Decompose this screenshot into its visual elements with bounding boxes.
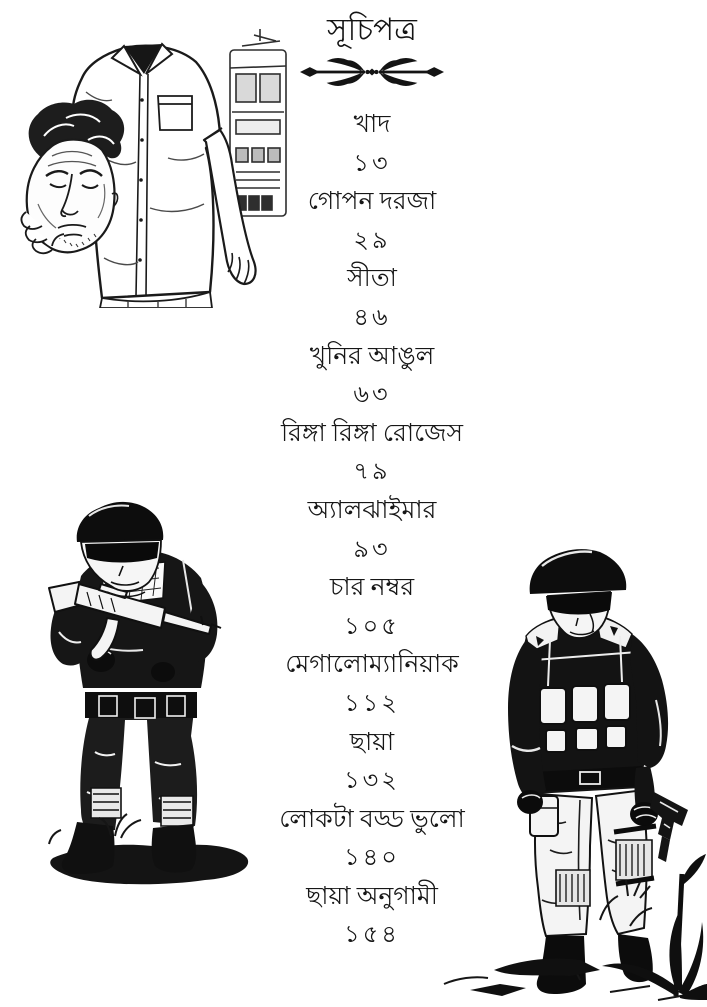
ornament-left xyxy=(300,58,370,86)
ornament-center-diamond xyxy=(368,69,376,76)
severed-head-man-svg xyxy=(8,8,308,308)
toc-entry xyxy=(140,338,604,415)
chapter-page-number: ৯৩ xyxy=(353,536,391,563)
train xyxy=(230,29,286,216)
chapter-page-number: ১৫৪ xyxy=(344,922,400,949)
chapter-title: রিঙ্গা রিঙ্গা রোজেস xyxy=(280,419,464,447)
page-title: সূচিপত্র xyxy=(327,12,417,47)
helmet xyxy=(530,549,627,594)
thigh-pad xyxy=(616,840,652,880)
ammo-pouch xyxy=(576,728,598,750)
chapter-page-number: ১৩ xyxy=(353,150,391,177)
chapter-page-number: ৪৬ xyxy=(353,304,391,331)
knee-pad-left xyxy=(91,788,121,818)
legs xyxy=(80,702,197,832)
chapter-title: খাদ xyxy=(353,111,391,138)
ornament-right xyxy=(374,58,444,86)
ammo-pouch xyxy=(572,686,598,722)
knee-pad-right xyxy=(161,796,193,826)
chapter-page-number: ১৪০ xyxy=(344,845,400,872)
chapter-page-number: ১০৫ xyxy=(344,613,400,640)
chapter-page-number: ৭৯ xyxy=(353,459,391,486)
chapter-title: চার নম্বর xyxy=(329,574,415,602)
chapter-title: সীতা xyxy=(347,265,397,293)
illustration-soldier-with-rifle xyxy=(15,492,275,892)
ornament-svg xyxy=(298,53,446,91)
ammo-pouch xyxy=(540,688,566,724)
chapter-title: খুনির আঙুল xyxy=(309,342,435,370)
chapter-title: ছায়া xyxy=(349,728,395,756)
illustration-standing-soldier xyxy=(430,540,707,1007)
chapter-title: অ্যালঝাইমার xyxy=(307,496,437,524)
chapter-title: লোকটা বড্ড ভুলো xyxy=(279,805,465,833)
glove xyxy=(517,790,543,814)
ammo-pouch xyxy=(606,726,626,748)
soldier-with-rifle-svg xyxy=(15,492,275,892)
chapter-page-number: ১১২ xyxy=(344,690,400,717)
chapter-page-number: ১৩২ xyxy=(344,768,400,795)
chapter-title: গোপন দরজা xyxy=(307,188,437,216)
toc-entry xyxy=(140,415,604,492)
helmet xyxy=(77,502,164,542)
chapter-title: মেগালোম্যানিয়াক xyxy=(285,651,459,679)
glove-right xyxy=(151,662,175,682)
ammo-pouch xyxy=(604,684,630,720)
belt-and-pouches xyxy=(85,692,197,718)
illustration-severed-head-man xyxy=(8,8,308,308)
knee-pad xyxy=(556,870,590,906)
ammo-pouch xyxy=(546,730,566,752)
chapter-title: ছায়া অনুগামী xyxy=(306,882,438,910)
ornament-divider-icon xyxy=(298,53,446,91)
chapter-page-number: ৬৩ xyxy=(353,382,391,409)
chapter-page-number: ২৯ xyxy=(353,227,391,254)
standing-soldier-svg xyxy=(430,540,707,1007)
sunglasses xyxy=(85,542,159,563)
